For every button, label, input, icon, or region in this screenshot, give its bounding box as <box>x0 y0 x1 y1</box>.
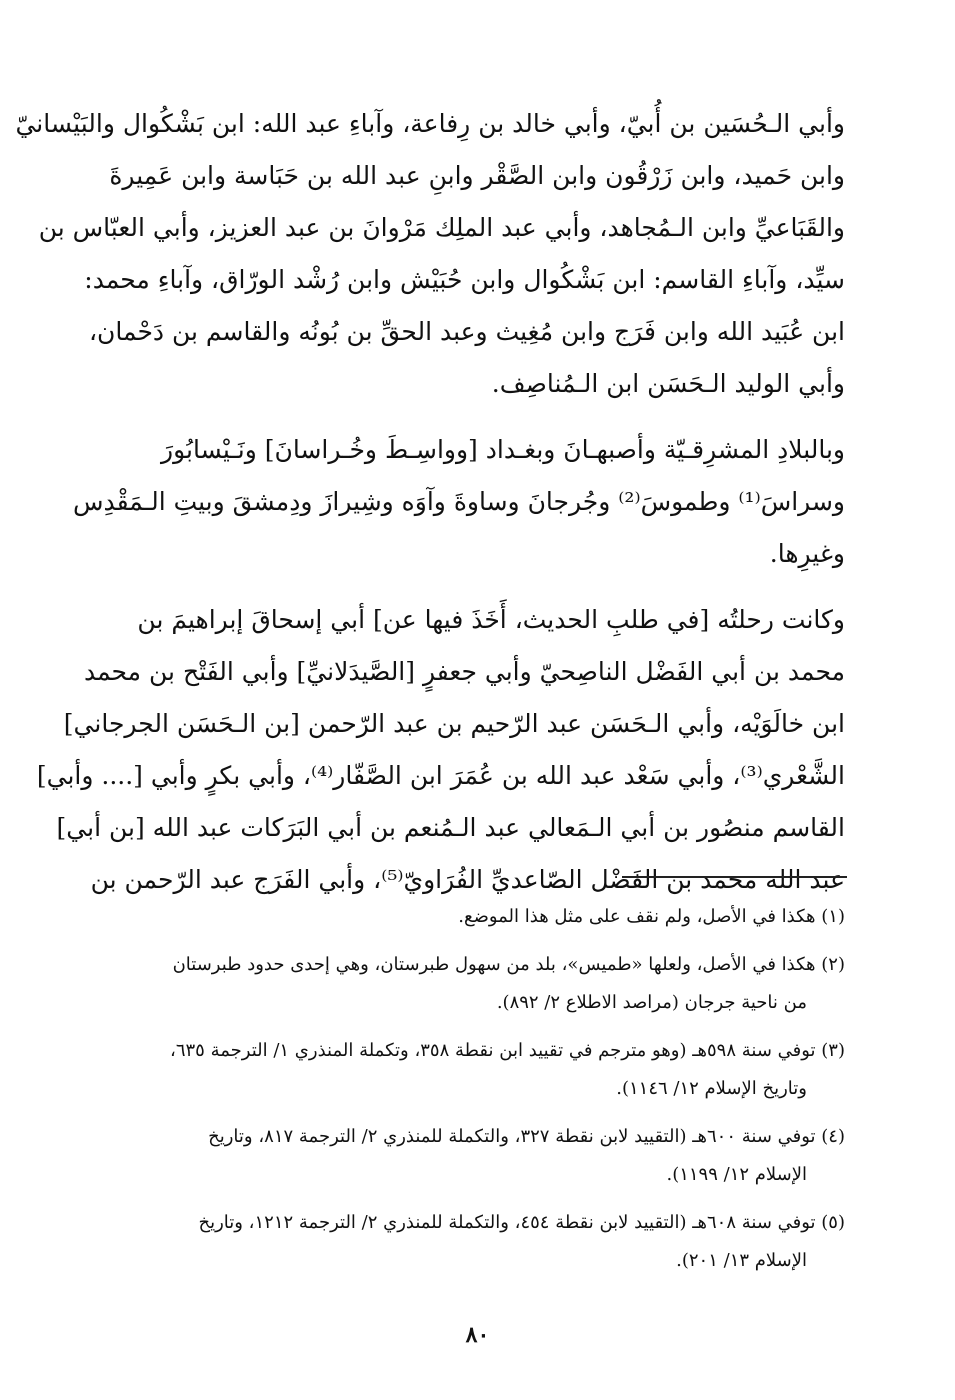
footnote-3 <box>92 1032 845 1108</box>
footnote-spacer <box>92 1194 845 1204</box>
text-line: وكانت رحلتُه [في طلبِ الحديث، أَخَذَ فيها عن] أبي إسحاقَ إبراهيمَ بن <box>137 605 845 634</box>
main-text <box>15 98 845 906</box>
footnote-line: من ناحية جرجان (مراصد الاطلاع ٢/ ٨٩٢). <box>496 992 807 1013</box>
footnote-line: وتاريخ الإسلام ١٢/ ١١٤٦). <box>616 1078 807 1099</box>
footnote-line: (٣) توفي سنة ٥٩٨هـ (وهو مترجم في تقييد ابن نقطة ٣٥٨، وتكملة المنذري ١/ الترجمة ٦٣٥، <box>170 1040 845 1061</box>
footnote-line: (٢) هكذا في الأصل، ولعلها «طميس»، بلد من سهول طبرستان، وهي إحدى حدود طبرستان <box>172 954 845 975</box>
text-line: وغيرِها. <box>769 539 845 568</box>
paragraph-2 <box>73 424 845 580</box>
paragraph-spacer <box>92 580 845 594</box>
footnote-4 <box>92 1118 845 1194</box>
footnote-line: الإسلام ١٢/ ١١٩٩). <box>666 1164 807 1185</box>
footnote-2 <box>92 946 845 1022</box>
text-line: القاسم منصُور بن أبي الـمَعالي عبد الـمُنعم بن أبي البَرَكات عبد الله [بن أبي] <box>56 813 845 842</box>
footnote-line: (٥) توفي سنة ٦٠٨هـ (التقييد لابن نقطة ٤٥٤، والتكملة للمنذري ٢/ الترجمة ١٢١٢، وتاريخ <box>198 1212 845 1233</box>
footnotes <box>92 898 845 1280</box>
text-line: سيِّد، وآباءِ القاسم: ابن بَشْكُوال وابن حُبَيْش وابن رُشْد الورّاق، وآباءِ محمد: <box>84 265 845 294</box>
text-line: وابن حَميد، وابن زَرْقُون وابن الصَّقْر وابنِ عبد الله بن حَبَاسة وابن عَمِيرةَ <box>109 161 845 190</box>
text-line: ابن عُبَيد الله وابن فَرَج وابن مُغِيث وعبد الحقِّ بن بُونُه والقاسم بن دَحْمان، <box>88 317 845 346</box>
text-line: وأبي الوليد الـحَسَن ابن الـمُناصِف. <box>491 369 845 398</box>
footnote-5 <box>92 1204 845 1280</box>
text-line: عبد الله محمد بن الفَضْل الصّاعديِّ الفُرَاويّ⁽⁵⁾، وأبي الفَرَج عبد الرّحمن بن <box>90 865 845 894</box>
paragraph-1 <box>15 98 845 410</box>
page-number: ٨٠ <box>465 1322 490 1348</box>
text-line: وسراسَ⁽¹⁾ وطموسَ⁽²⁾ وجُرجانَ وساوةَ وآوَه وشِيرازَ ودِمشقَ وبيتِ الـمَقْدِس <box>73 487 845 516</box>
text-line: محمد بن أبي الفَضْل الناصِحيّ وأبي جعفرٍ [الصَّيدَلانيِّ] وأبي الفَتْح بن محمد <box>83 657 845 686</box>
footnote-line: (٤) توفي سنة ٦٠٠هـ (التقييد لابن نقطة ٣٢٧، والتكملة للمنذري ٢/ الترجمة ٨١٧، وتاريخ <box>208 1126 845 1147</box>
footnote-spacer <box>92 936 845 946</box>
footnote-spacer <box>92 1108 845 1118</box>
footnote-line: الإسلام ١٣/ ٢٠١). <box>676 1250 807 1271</box>
paragraph-spacer <box>92 410 845 424</box>
footnote-1 <box>92 898 845 936</box>
paragraph-3 <box>36 594 845 906</box>
text-line: ابن خالَوَيْه، وأبي الـحَسَن عبد الرّحيم بن عبد الرّحمن [بن الـحَسَن الجرجاني] <box>63 709 845 738</box>
text-line: وأبي الـحُسَين بن أُبيّ، وأبي خالد بن رِفاعة، وآباءِ عبد الله: ابن بَشْكُوال والبَيْسانيّ <box>15 109 845 138</box>
footnote-spacer <box>92 1022 845 1032</box>
footnote-line: (١) هكذا في الأصل، ولم نقف على مثل هذا الموضع. <box>458 906 845 927</box>
text-line: وبالبلادِ المشرِقـيّة وأصبهـانَ وبغـداد [وواسِـطَ وخُـراسانَ] ونَـيْسابُورَ <box>161 435 845 464</box>
text-line: الشَّعْري⁽³⁾، وأبي سَعْد عبد الله بن عُمَرَ ابن الصَّفّار⁽⁴⁾، وأبي بكرٍ وأبي [.... وأبي] <box>36 761 845 790</box>
footnote-divider <box>622 876 847 878</box>
text-line: والقَبَاعيِّ وابن الـمُجاهد، وأبي عبد الملِك مَرْوانَ بن عبد العزيز، وأبي العبّاس بن <box>38 213 845 242</box>
